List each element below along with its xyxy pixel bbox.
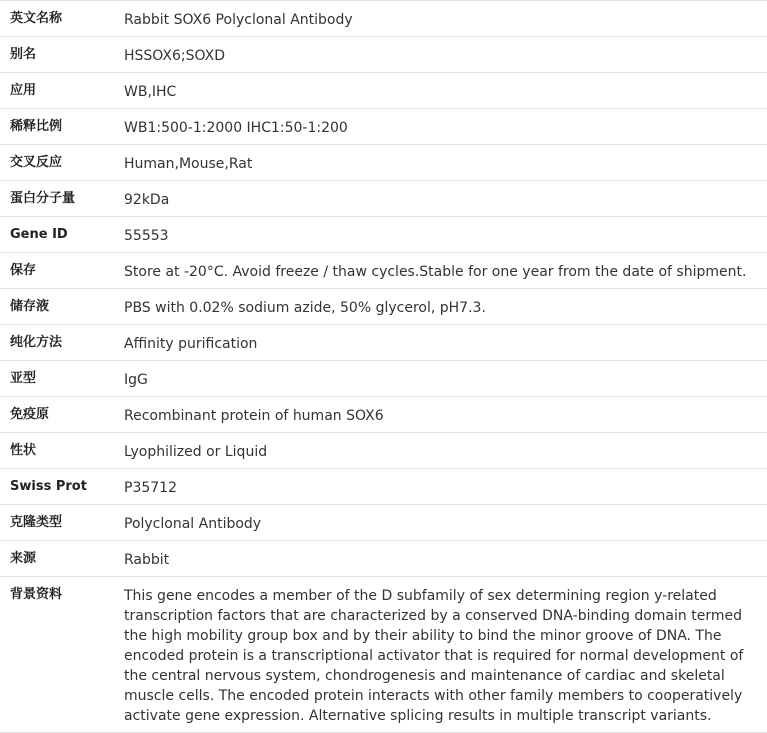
- spec-value: Store at -20°C. Avoid freeze / thaw cycles.Stable for one year from the date of shipment.: [114, 253, 767, 289]
- spec-key: 交叉反应: [0, 145, 114, 181]
- spec-value: Recombinant protein of human SOX6: [114, 397, 767, 433]
- spec-value: WB,IHC: [114, 73, 767, 109]
- spec-row-storage: [0, 253, 767, 289]
- spec-value: IgG: [114, 361, 767, 397]
- spec-key: Swiss Prot: [0, 469, 114, 505]
- spec-value: Human,Mouse,Rat: [114, 145, 767, 181]
- spec-value: Affinity purification: [114, 325, 767, 361]
- spec-value: P35712: [114, 469, 767, 505]
- spec-key: 蛋白分子量: [0, 181, 114, 217]
- spec-key: Gene ID: [0, 217, 114, 253]
- spec-key: 性状: [0, 433, 114, 469]
- spec-value: 55553: [114, 217, 767, 253]
- spec-row-buffer: [0, 289, 767, 325]
- spec-key: 纯化方法: [0, 325, 114, 361]
- spec-value: Rabbit SOX6 Polyclonal Antibody: [114, 1, 767, 37]
- spec-row-form: [0, 433, 767, 469]
- spec-key: 克隆类型: [0, 505, 114, 541]
- spec-value: PBS with 0.02% sodium azide, 50% glycerol, pH7.3.: [114, 289, 767, 325]
- spec-row-dilution: [0, 109, 767, 145]
- spec-value: Rabbit: [114, 541, 767, 577]
- spec-row-isotype: [0, 361, 767, 397]
- spec-row-host: [0, 541, 767, 577]
- spec-row-gene-id: [0, 217, 767, 253]
- spec-row-alias: [0, 37, 767, 73]
- spec-key: 免疫原: [0, 397, 114, 433]
- spec-row-english-name: [0, 1, 767, 37]
- spec-key: 稀释比例: [0, 109, 114, 145]
- spec-value: WB1:500-1:2000 IHC1:50-1:200: [114, 109, 767, 145]
- spec-key: 背景资料: [0, 577, 114, 733]
- spec-value-background: This gene encodes a member of the D subfamily of sex determining region y-related transcription factors that are characterized by a conserved DNA-binding domain termed the high mobility group box and by their ability to bind the minor groove of DNA. The encoded protein is a transcriptional activator that is required for normal development of the central nervous system, chondrogenesis and maintenance of cardiac and skeletal muscle cells. The encoded protein interacts with other family members to cooperatively activate gene expression. Alternative splicing results in multiple transcript variants.: [114, 577, 767, 733]
- spec-value: Lyophilized or Liquid: [114, 433, 767, 469]
- spec-row-swiss-prot: [0, 469, 767, 505]
- spec-key: 来源: [0, 541, 114, 577]
- spec-row-background: [0, 577, 767, 733]
- spec-row-reactivity: [0, 145, 767, 181]
- spec-value: Polyclonal Antibody: [114, 505, 767, 541]
- spec-row-molecular-weight: [0, 181, 767, 217]
- spec-row-application: [0, 73, 767, 109]
- spec-key: 英文名称: [0, 1, 114, 37]
- spec-key: 应用: [0, 73, 114, 109]
- spec-key: 别名: [0, 37, 114, 73]
- spec-key: 保存: [0, 253, 114, 289]
- spec-key: 亚型: [0, 361, 114, 397]
- spec-row-immunogen: [0, 397, 767, 433]
- spec-row-clonality: [0, 505, 767, 541]
- spec-row-purification: [0, 325, 767, 361]
- spec-value: 92kDa: [114, 181, 767, 217]
- spec-value: HSSOX6;SOXD: [114, 37, 767, 73]
- spec-key: 储存液: [0, 289, 114, 325]
